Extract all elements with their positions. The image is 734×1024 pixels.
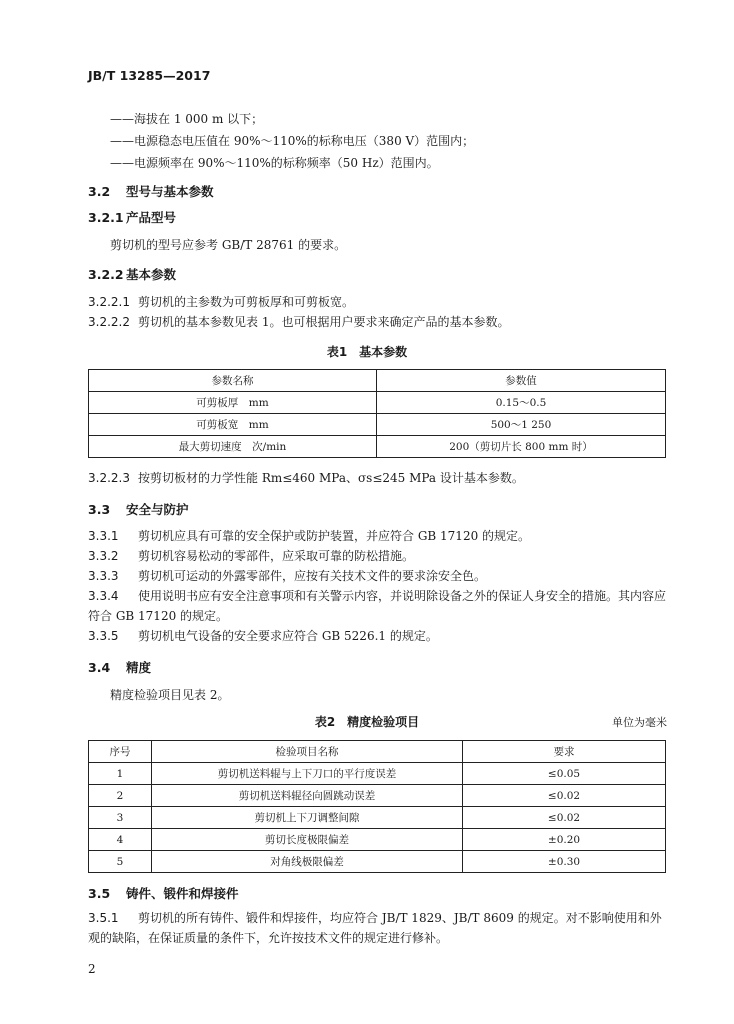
table-cell: 对角线极限偏差 — [152, 851, 463, 873]
table1-caption: 表1 基本参数 — [326, 345, 408, 359]
table-cell: 剪切机上下刀调整间隙 — [152, 807, 463, 829]
section-3-3-heading — [88, 500, 189, 518]
section-title: 铸件、锻件和焊接件 — [126, 886, 239, 901]
section-title: 安全与防护 — [126, 502, 189, 517]
clause-3-2-2-1 — [88, 292, 354, 312]
precision-inspection-table — [88, 740, 666, 873]
clause-number: 3.2.2.1 — [88, 295, 130, 309]
section-3-2-heading — [88, 182, 214, 200]
clause-number: 3.2.2.3 — [88, 471, 130, 485]
clause-number: 3.3.5 — [88, 629, 119, 643]
table-row — [89, 807, 666, 829]
page-number: 2 — [88, 962, 96, 976]
table-cell: ≤0.05 — [463, 763, 666, 785]
table-cell: 剪切机送料辊与上下刀口的平行度误差 — [152, 763, 463, 785]
clause-3-3-3 — [88, 566, 486, 586]
clause-text: 剪切机电气设备的安全要求应符合 GB 5226.1 的规定。 — [138, 629, 438, 643]
table-header-cell: 检验项目名称 — [152, 741, 463, 763]
table-cell: 200（剪切片长 800 mm 时） — [377, 436, 666, 458]
section-number: 3.2.2 — [88, 267, 124, 282]
clause-text: 按剪切板材的力学性能 Rm≤460 MPa、σs≤245 MPa 设计基本参数。 — [138, 471, 524, 485]
table2-unit-note: 单位为毫米 — [612, 716, 667, 729]
table-cell: 0.15～0.5 — [377, 392, 666, 414]
section-title: 精度 — [126, 660, 152, 675]
section-number: 3.4 — [88, 660, 111, 675]
model-paragraph: 剪切机的型号应参考 GB/T 28761 的要求。 — [110, 238, 347, 252]
clause-number: 3.2.2.2 — [88, 315, 130, 329]
clause-text: 剪切机的主参数为可剪板厚和可剪板宽。 — [138, 295, 355, 309]
condition-frequency: ——电源频率在 90%～110%的标称频率（50 Hz）范围内。 — [110, 156, 439, 170]
table-cell: ±0.30 — [463, 851, 666, 873]
table-header-cell: 要求 — [463, 741, 666, 763]
table-cell: ≤0.02 — [463, 785, 666, 807]
table-cell: 可剪板厚 mm — [89, 392, 377, 414]
clause-3-5-1 — [88, 908, 668, 948]
condition-voltage: ——电源稳态电压值在 90%～110%的标称电压（380 V）范围内； — [110, 134, 475, 148]
clause-3-3-4 — [88, 586, 668, 626]
table-header-row — [89, 741, 666, 763]
clause-text: 剪切机应具有可靠的安全保护或防护装置，并应符合 GB 17120 的规定。 — [138, 529, 531, 543]
section-title: 产品型号 — [126, 210, 177, 225]
clause-text: 剪切机的所有铸件、锻件和焊接件，均应符合 JB/T 1829、JB/T 8609 的规定。对不影响使用和外观的缺陷，在保证质量的条件下，允许按技术文件的规定进行修补。 — [88, 911, 662, 945]
table-cell: 剪切长度极限偏差 — [152, 829, 463, 851]
table-cell: 5 — [89, 851, 152, 873]
section-title: 型号与基本参数 — [126, 184, 214, 199]
clause-text: 剪切机可运动的外露零部件，应按有关技术文件的要求涂安全色。 — [138, 569, 487, 583]
section-3-2-2-heading — [88, 265, 176, 283]
document-header: JB/T 13285—2017 — [88, 68, 211, 83]
table-cell: 3 — [89, 807, 152, 829]
clause-3-3-2 — [88, 546, 414, 566]
clause-number: 3.5.1 — [88, 911, 119, 925]
clause-3-3-5 — [88, 626, 438, 646]
table-row — [89, 829, 666, 851]
clause-number: 3.3.4 — [88, 589, 119, 603]
section-number: 3.5 — [88, 886, 111, 901]
table-row — [89, 785, 666, 807]
table-cell: 500～1 250 — [377, 414, 666, 436]
clause-number: 3.3.3 — [88, 569, 119, 583]
table-cell: 4 — [89, 829, 152, 851]
table-cell: 2 — [89, 785, 152, 807]
condition-altitude: ——海拔在 1 000 m 以下； — [110, 112, 264, 126]
table-row — [89, 436, 666, 458]
table-cell: 1 — [89, 763, 152, 785]
table-cell: 剪切机送料辊径向圆跳动误差 — [152, 785, 463, 807]
clause-3-3-1 — [88, 526, 530, 546]
section-number: 3.2 — [88, 184, 111, 199]
table-row — [89, 392, 666, 414]
table-cell: 可剪板宽 mm — [89, 414, 377, 436]
table-header-cell: 参数值 — [377, 370, 666, 392]
table-header-cell: 序号 — [89, 741, 152, 763]
table-row — [89, 414, 666, 436]
clause-3-2-2-2 — [88, 312, 509, 332]
table2-caption: 表2 精度检验项目 — [314, 715, 420, 729]
section-number: 3.2.1 — [88, 210, 124, 225]
basic-parameters-table — [88, 369, 666, 458]
section-3-5-heading — [88, 884, 239, 902]
clause-3-2-2-3 — [88, 468, 524, 488]
precision-paragraph: 精度检验项目见表 2。 — [110, 688, 230, 702]
table-row — [89, 763, 666, 785]
clause-text: 剪切机容易松动的零部件，应采取可靠的防松措施。 — [138, 549, 415, 563]
table-cell: ±0.20 — [463, 829, 666, 851]
table-header-cell: 参数名称 — [89, 370, 377, 392]
clause-number: 3.3.2 — [88, 549, 119, 563]
clause-text: 剪切机的基本参数见表 1。也可根据用户要求来确定产品的基本参数。 — [138, 315, 510, 329]
table-cell: 最大剪切速度 次/min — [89, 436, 377, 458]
section-3-2-1-heading — [88, 208, 176, 226]
clause-number: 3.3.1 — [88, 529, 119, 543]
clause-text: 使用说明书应有安全注意事项和有关警示内容，并说明除设备之外的保证人身安全的措施。其内容应符合 GB 17120 的规定。 — [88, 589, 667, 623]
table-header-row — [89, 370, 666, 392]
section-title: 基本参数 — [126, 267, 177, 282]
table-row — [89, 851, 666, 873]
table-cell: ≤0.02 — [463, 807, 666, 829]
section-number: 3.3 — [88, 502, 111, 517]
section-3-4-heading — [88, 658, 151, 676]
